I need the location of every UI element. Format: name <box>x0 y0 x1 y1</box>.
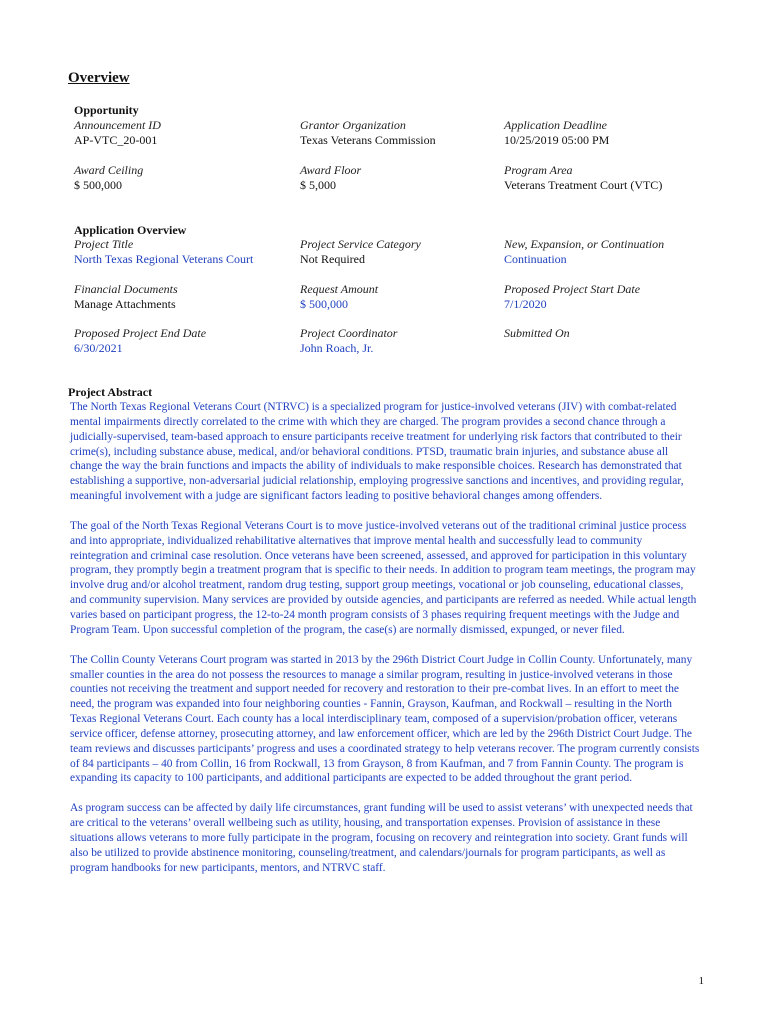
field-grantor-organization <box>300 118 436 148</box>
field-label: Application Deadline <box>504 118 607 132</box>
field-label: Project Title <box>74 237 134 251</box>
field-label: Project Service Category <box>300 237 421 251</box>
field-label: Program Area <box>504 163 573 177</box>
field-value[interactable]: $ 500,000 <box>300 297 348 311</box>
field-new-expansion-continuation <box>504 237 664 267</box>
field-value: $ 5,000 <box>300 178 336 192</box>
field-label: Award Floor <box>300 163 362 177</box>
page-number: 1 <box>698 975 704 987</box>
field-request-amount <box>300 282 378 312</box>
field-label: Proposed Project End Date <box>74 326 207 340</box>
field-label: New, Expansion, or Continuation <box>504 237 665 251</box>
abstract-paragraph: The goal of the North Texas Regional Veterans Court is to move justice-involved veterans out of the traditional criminal justice process and into appropriate, individualized rehabilitative alternatives that improve mental health and successfully lead to community reintegration and criminal case resolution. Once veterans have been screened, assessed, and approved for participation in this voluntary program, they promptly begin a treatment program that is specific to their needs. In addition to program team meetings, the program may involve drug and/or alcohol treatment, random drug testing, support group meetings, vocational or job counseling, educational classes, and community supervision. Many services are provided by outside agencies, and participants are referred as needed. While actual length varies based on participant progress, the 12-to-24 month program consists of 3 phases requiring frequent meetings with the Judge and Program Team. Upon successful completion of the program, the case(s) are normally dismissed, expunged, or never filed. <box>70 519 697 636</box>
opportunity-heading: Opportunity <box>74 103 139 117</box>
field-award-ceiling <box>74 163 143 193</box>
field-label: Proposed Project Start Date <box>504 282 641 296</box>
field-label: Submitted On <box>504 326 570 340</box>
field-label: Award Ceiling <box>74 163 144 177</box>
field-financial-documents <box>74 282 178 312</box>
field-proposed-end-date <box>74 326 206 356</box>
field-value: AP-VTC_20-001 <box>74 133 158 147</box>
field-value[interactable]: Continuation <box>504 252 567 266</box>
field-application-deadline <box>504 118 609 148</box>
abstract-paragraph: The North Texas Regional Veterans Court (NTRVC) is a specialized program for justice-involved veterans (JIV) with combat-related mental impairments directly correlated to the crime with which they are charged. The program provides a second chance through a judicially-supervised, team-based approach to ensure participants receive treatment for underlying risk factors that contributed to their crime(s), including substance abuse, medical, and/or behavioral conditions. PTSD, traumatic brain injuries, and substance abuse all change the way the brain functions and impacts the ability of individuals to make responsible choices. Research has demonstrated that establishing a supportive, non-adversarial judicial relationship, employing progressive sanctions and incentives, and providing regular, meaningful involvement with a judge are significant factors leading to positive behavioral changes among offenders. <box>70 401 684 503</box>
field-value: $ 500,000 <box>74 178 122 192</box>
project-abstract-heading: Project Abstract <box>68 385 153 399</box>
manage-attachments-link[interactable]: Manage Attachments <box>74 297 176 311</box>
page-title: Overview <box>68 70 130 86</box>
field-announcement-id <box>74 118 161 148</box>
field-label: Financial Documents <box>74 282 178 296</box>
field-value: Veterans Treatment Court (VTC) <box>504 178 663 192</box>
abstract-paragraph: As program success can be affected by daily life circumstances, grant funding will be used to assist veterans’ with unexpected needs that are critical to the veterans’ overall wellbeing such as utility, housing, and transportation expenses. Provision of assistance in these situations allows veterans to more fully participate in the program, focusing on recovery and reintegration into society. Grant funds will also be utilized to provide abstinence monitoring, counseling/treatment, and calendars/journals for program participants, as well as program handbooks for new participants, mentors, and NTRVC staff. <box>70 802 693 874</box>
application-overview-heading: Application Overview <box>74 223 187 237</box>
field-submitted-on <box>504 326 570 341</box>
field-proposed-start-date <box>504 282 640 312</box>
project-abstract-body <box>70 400 700 890</box>
field-value[interactable]: 6/30/2021 <box>74 341 123 355</box>
field-program-area <box>504 163 662 193</box>
field-value: Texas Veterans Commission <box>300 133 436 147</box>
field-value[interactable]: North Texas Regional Veterans Court <box>74 252 254 266</box>
field-label: Grantor Organization <box>300 118 406 132</box>
field-value: 10/25/2019 05:00 PM <box>504 133 610 147</box>
abstract-paragraph: The Collin County Veterans Court program was started in 2013 by the 296th District Court Judge in Collin County. Unfortunately, many smaller counties in the area do not possess the resources to manage a similar program, resulting in justice-involved veterans in those counties not receiving the treatment and support needed for recovery and restoration to their pre-combat lives. In an effort to meet the need, the program was expanded into four neighboring counties - Fannin, Grayson, Kaufman, and Rockwall – resulting in the North Texas Regional Veterans Court. Each county has a local interdisciplinary team, composed of a supervision/probation officer, veterans service officer, defense attorney, prosecuting attorney, and law enforcement officer, which are led by the 296th District Court Judge. The team reviews and discusses participants’ progress and uses a coordinated strategy to help veterans recover. The program currently consists of 84 participants – 40 from Collin, 16 from Rockwall, 13 from Grayson, 8 from Kaufman, and 7 from Fannin County. The program is expanding its capacity to 100 participants, and additional participants are expected to be added throughout the grant period. <box>70 653 700 785</box>
field-award-floor <box>300 163 361 193</box>
field-label: Announcement ID <box>74 118 161 132</box>
field-label: Project Coordinator <box>300 326 398 340</box>
field-value[interactable]: John Roach, Jr. <box>300 341 374 355</box>
field-value: Not Required <box>300 252 365 266</box>
field-value[interactable]: 7/1/2020 <box>504 297 547 311</box>
field-project-title <box>74 237 253 267</box>
field-label: Request Amount <box>300 282 379 296</box>
field-project-service-category <box>300 237 421 267</box>
field-project-coordinator <box>300 326 397 356</box>
